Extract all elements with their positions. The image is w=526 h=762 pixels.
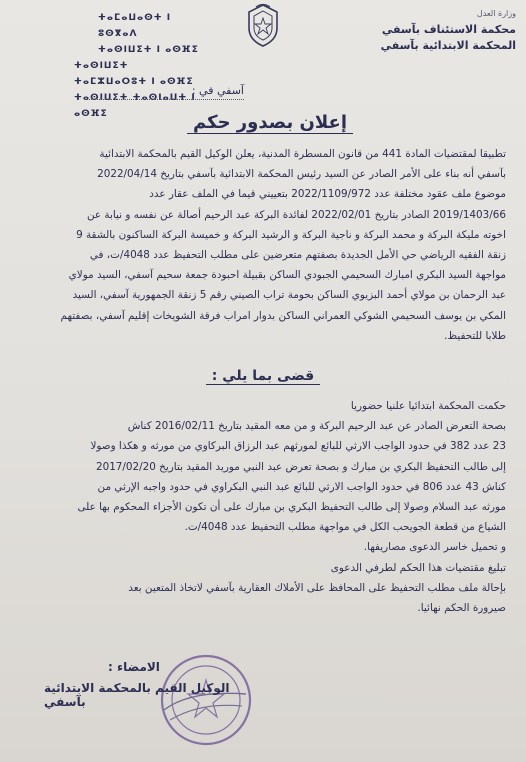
- signature-label: الامضاء :: [108, 660, 160, 674]
- document-title: [150, 112, 390, 133]
- verdict-line: الشياع من قطعة الجويحب الكل في مواجهة مطلب التحفيظ عدد 4048/ت.: [184, 521, 506, 534]
- court-header: [366, 6, 516, 54]
- verdict-line: و تحميل خاسر الدعوى مصاريفها.: [363, 541, 506, 554]
- intro-line: طلابا للتحفيظ.: [444, 329, 506, 342]
- intro-line: زنقة الفقيه الرياضي حي الأمل الجديدة بصفتهم متعرضين على مطلب التحفيظ عدد 4048/ت، في: [89, 249, 506, 262]
- appeal-court-name: محكمة الاستئناف بآسفي: [381, 23, 516, 36]
- ministry-name: وزارة العدل: [476, 9, 516, 18]
- intro-line: بآسفي أنه بناء على الأمر الصادر عن السيد رئيس المحكمة الابتدائية بآسفي بتاريخ 2022/04/14: [97, 168, 506, 181]
- verdict-line: مورثه عبد السلام وصولا إلى طالب التحفيظ البكري بن مبارك على أن تكون الأجزاء المحكوم بها على: [77, 501, 506, 514]
- intro-line: اخوته مليكة البركة و محمد البركة و ناجية البركة و الرشيد البركة و خميسة البركة الساكنون بالشقة 9: [76, 228, 506, 241]
- signatory-title: الوكيل القيم بالمحكمة الابتدائية بآسفي: [44, 681, 230, 709]
- city-date-line: آسفي في :: [84, 84, 244, 100]
- verdict-line: صيرورة الحكم نهائيا.: [417, 602, 506, 615]
- tifinagh-line-3: ⵜⴰⵙⵏⵡⵉⵜ ⵜⴰⵎⵣⵡⴰⵔⵓⵜ ⵏ ⴰⵙⴼⵉ: [74, 61, 194, 87]
- intro-line: مواجهة السيد البكري امبارك السحيمي الجبودي الساكن بقبيلة احبودة جمعة سحيم آسفي، السيد مولاي: [68, 269, 506, 282]
- intro-line: عبد الرحمان بن مولاي أحمد البزيوي الساكن بحومة تراب الصيني رقم 5 زنقة الجمهورية آسفي، السيد: [72, 289, 506, 302]
- intro-line: 2019/1403/66 الصادر بتاريخ 2022/02/01 لفائدة البركة عبد الرحيم أصالة عن نفسه و نيابة عن: [87, 208, 506, 221]
- intro-paragraph: [18, 144, 506, 346]
- verdict-line: إلى طالب التحفيظ البكري بن مبارك و بصحة تعرض عبد النبي موريد المقيد بتاريخ 2017/02/20: [95, 460, 506, 473]
- verdict-heading-text: قضى بما يلي :: [206, 368, 320, 385]
- verdict-heading: [0, 368, 526, 384]
- tifinagh-line-2: ⵜⴰⵙⵏⵡⵉⵜ ⵏ ⴰⵙⴼⵉ: [98, 45, 199, 55]
- verdict-paragraph: [18, 396, 506, 618]
- verdict-line: 23 عدد 382 في حدود الواجب الارثي للبائع لمورثهم عبد الرزاق البركاوي من مورثه و هكذا وصولا: [90, 440, 506, 453]
- intro-line: موضوع ملف عقود مختلفة عدد 2022/1109/972 بتعييني قيما في الملف عقار عدد: [149, 188, 506, 201]
- intro-line: تطبيقا لمقتضيات المادة 441 من قانون المسطرة المدنية، يعلن الوكيل القيم بالمحكمة الابتدائية: [99, 148, 506, 160]
- verdict-line: كناش 43 عدد 806 في حدود الواجب الارثي للبائع عبد النبي البكراوي في حدود واجبه الإرثي من: [97, 480, 506, 493]
- verdict-line: بإحالة ملف مطلب التحفيظ على المحافظ على الأملاك العقارية بآسفي لاتخاذ المتعين بعد: [128, 581, 506, 594]
- tifinagh-line-4: ⵜⴰⵙⵏⵡⵉⵜ ⵜⴰⵙⵏⴰⵡⵜ ⵏ ⴰⵙⴼⵉ: [74, 93, 196, 119]
- tifinagh-header: [74, 10, 204, 122]
- document-title-text: إعلان بصدور حكم: [187, 112, 353, 134]
- verdict-line: حكمت المحكمة ابتدائيا علنيا حضوريا: [350, 400, 506, 412]
- verdict-line: بصحة التعرض الصادر عن عبد الرحيم البركة و من معه المقيد بتاريخ 2016/02/11 كناش: [127, 420, 506, 433]
- intro-line: المكي بن يوسف السحيمي الشوكي العمراني الساكن بدوار امراب فرقة الشويخات إقليم آسفي، بصفتهم: [60, 309, 506, 322]
- tifinagh-line-1: ⵜⴰⵎⴰⵡⴰⵙⵜ ⵏ ⵓⵙⴳⴰⴷ: [98, 13, 172, 39]
- kingdom-emblem-icon: [244, 2, 282, 48]
- verdict-line: تبليغ مقتضيات هذا الحكم لطرفي الدعوى: [330, 561, 506, 574]
- first-instance-court-name: المحكمة الابتدائية بآسفي: [380, 39, 516, 52]
